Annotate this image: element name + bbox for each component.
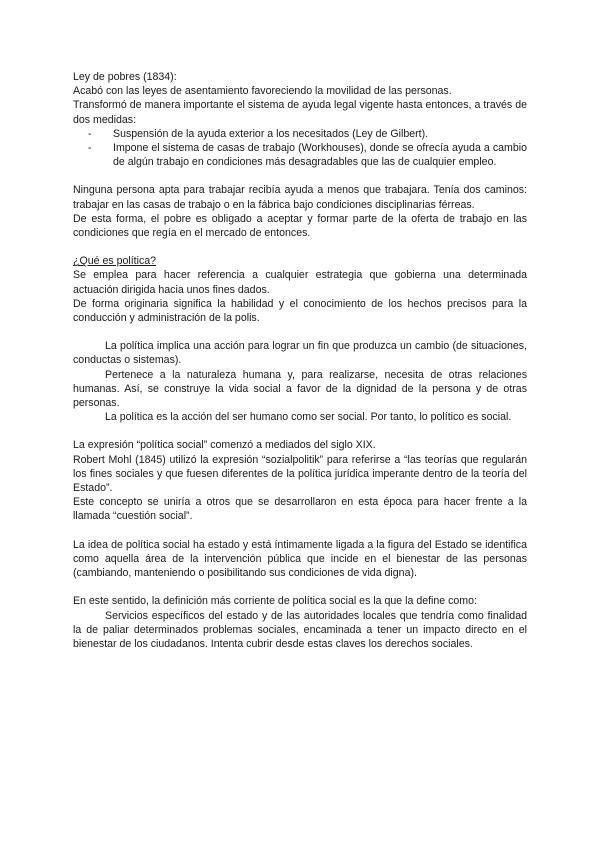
paragraph: La idea de política social ha estado y está íntimamente ligada a la figura del Estado se identifica como aquella área de la intervención pública que incide en el bienestar de las personas (cambiando, manteniendo o posibilitando sus condiciones de vida digna).	[73, 538, 527, 580]
section-heading-que-es-politica: ¿Qué es política?	[73, 255, 157, 268]
paragraph: De forma originaria significa la habilidad y el conocimiento de los hechos precisos para la conducción y administración de la polis.	[73, 297, 527, 325]
spacer	[73, 580, 527, 594]
indented-paragraph: La política implica una acción para lograr un fin que produzca un cambio (de situaciones, conductas o sistemas).	[73, 340, 527, 367]
paragraph: Este concepto se uniría a otros que se desarrollaron en esta época para hacer frente a la llamada “cuestión social”.	[73, 496, 527, 523]
paragraph: Acabó con las leyes de asentamiento favoreciendo la movilidad de las personas.	[73, 85, 452, 98]
spacer	[73, 169, 527, 183]
paragraph: La expresión “política social” comenzó a mediados del siglo XIX.	[73, 439, 376, 452]
paragraph: Robert Mohl (1845) utilizó la expresión “sozialpolitik” para referirse a “las teorías que regularán los fines sociales y que fuesen diferentes de la política jurídica imperante dentro de la teoría del Estado”.	[73, 453, 527, 495]
spacer	[73, 524, 527, 538]
paragraph: Ninguna persona apta para trabajar recibía ayuda a menos que trabajara. Tenía dos caminos: trabajar en las casas de trabajo o en la fábrica bajo condiciones disciplinarias férreas.	[73, 184, 527, 211]
list-item-text: Impone el sistema de casas de trabajo (Workhouses), donde se ofrecía ayuda a cambio de algún trabajo en condiciones más desagradables que las de cualquier empleo.	[113, 142, 527, 169]
list-item	[88, 127, 527, 141]
spacer	[73, 240, 527, 254]
paragraph: Transformó de manera importante el sistema de ayuda legal vigente hasta entonces, a través de dos medidas:	[73, 99, 527, 126]
paragraph: En este sentido, la definición más corriente de política social es la que la define como:	[73, 595, 477, 608]
list-item-text: Suspensión de la ayuda exterior a los necesitados (Ley de Gilbert).	[113, 127, 429, 140]
paragraph: De esta forma, el pobre es obligado a aceptar y formar parte de la oferta de trabajo en las condiciones que regía en el mercado de entonces.	[73, 212, 527, 240]
dash-list	[73, 127, 527, 170]
document-page	[73, 70, 527, 651]
spacer	[73, 325, 527, 339]
spacer	[73, 424, 527, 438]
paragraph: Se emplea para hacer referencia a cualquier estrategia que gobierna una determinada actuación dirigida hacia unos fines dados.	[73, 269, 527, 296]
dash-marker: -	[88, 127, 92, 140]
indented-paragraph: Servicios específicos del estado y de las autoridades locales que tendría como finalidad la de paliar determinados problemas sociales, encaminada a tener un impacto directo en el bienestar de los ciudadanos. Intenta cubrir desde estas claves los derechos sociales.	[73, 609, 527, 650]
indented-paragraph: Pertenece a la naturaleza humana y, para realizarse, necesita de otras relaciones humanas. Así, se construye la vida social a favor de la dignidad de la persona y de otras personas.	[73, 368, 527, 410]
dash-marker: -	[88, 142, 92, 155]
list-item	[88, 141, 527, 169]
section-title-ley-de-pobres: Ley de pobres (1834):	[73, 71, 177, 83]
indented-paragraph: La política es la acción del ser humano como ser social. Por tanto, lo político es social.	[105, 411, 512, 424]
